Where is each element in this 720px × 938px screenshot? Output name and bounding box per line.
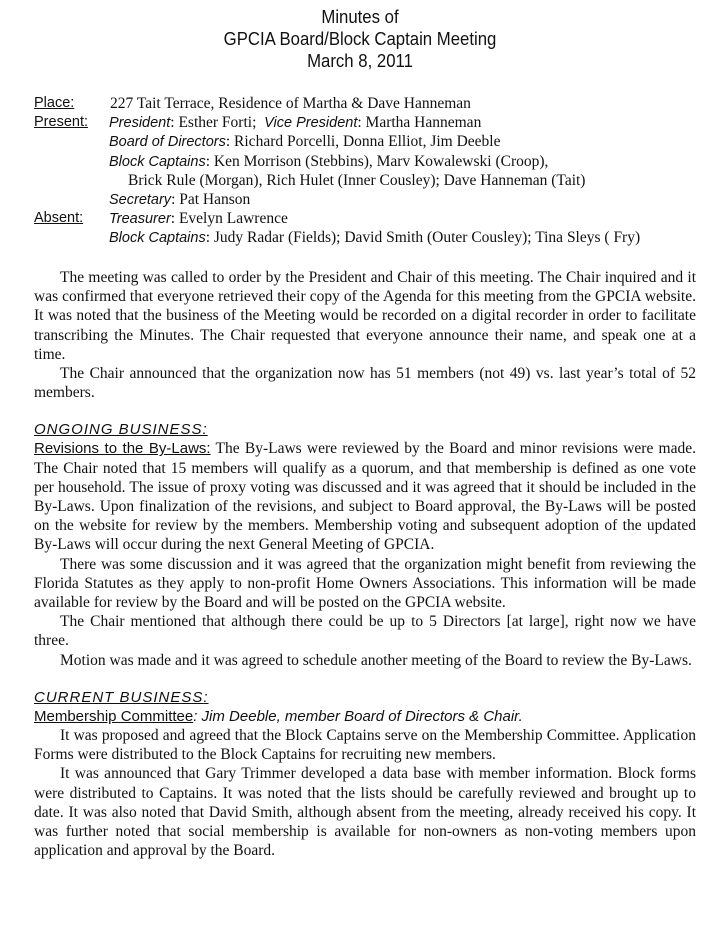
statutes-paragraph: There was some discussion and it was agreed that the organization might benefit from reviewing the Florida Statutes as they apply to non-profit Home Owners Associations. This information will be made available for review by the Board and will be posted on the GPCIA website. [34, 555, 696, 612]
title-line-1: Minutes of [321, 7, 399, 27]
place-value: 227 Tait Terrace, Residence of Martha & Dave Hanneman [110, 95, 471, 112]
president-label: President [109, 115, 171, 132]
block-captains-present [109, 152, 548, 172]
ongoing-business-heading: ONGOING BUSINESS: [34, 421, 208, 439]
membership-paragraph-2: It was announced that Gary Trimmer developed a data base with member information. Block forms were distributed to Captains. It was noted that the lists should be carefully reviewed and brought up to date. It was also noted that David Smith, although absent from the meeting, already received his copy. It was further noted that social membership is available for non-owners as non-voting members upon application and approval by the Board. [34, 765, 696, 860]
board-row [34, 132, 714, 151]
secretary [109, 190, 250, 210]
present-row [34, 113, 714, 132]
intro-paragraph-1: The meeting was called to order by the President and Chair of this meeting. The Chair inquired and it was confirmed that everyone retrieved their copy of the Agenda for this meeting from the GPCIA website. It was noted that the business of the Meeting would be recorded on a digital recorder in order to facilitate transcribing the Minutes. The Chair requested that everyone announce their name, and speak one at a time. [34, 269, 696, 363]
treasurer-value: : Evelyn Lawrence [170, 210, 288, 228]
secretary-label: Secretary [109, 191, 172, 208]
title-line-2: GPCIA Board/Block Captain Meeting [223, 29, 497, 49]
bylaws-subheading: Revisions to the By-Laws: [34, 440, 211, 458]
absent-block-captains [109, 228, 640, 248]
absent-block-captains-label: Block Captains [109, 230, 206, 247]
absent-block-captains-row [34, 228, 714, 247]
document-title [25, 6, 695, 72]
board-value: : Richard Porcelli, Donna Elliot, Jim Deeble [225, 133, 501, 151]
place-label: Place: [34, 95, 75, 111]
absent-label: Absent: [34, 210, 84, 227]
block-captains-value-line1: : Ken Morrison (Stebbins), Marv Kowalewski (Croop), [205, 152, 549, 170]
intro-paragraph-2: The Chair announced that the organization now has 51 members (not 49) vs. last year’s total of 52 members. [34, 365, 696, 402]
block-captains-label: Block Captains [109, 153, 206, 170]
title-line-3: March 8, 2011 [307, 51, 413, 71]
place-row [34, 94, 714, 113]
bylaws-text: The By-Laws were reviewed by the Board and minor revisions were made. The Chair noted that 15 members will qualify as a quorum, and that membership is defined as one vote per household. The issue of proxy voting was discussed and it was agreed that it should be included in the By-Laws. Upon finalization of the revisions, and subject to Board approval, the By-Laws will be posted on the website for review by the members. Membership voting and subsequent adoption of the updated By-Laws will occur during the next General Meeting of GPCIA. [34, 440, 696, 554]
board-label: Board of Directors [109, 134, 226, 151]
motion-paragraph: Motion was made and it was agreed to schedule another meeting of the Board to review the By-Laws. [60, 651, 692, 669]
membership-committee-line [34, 707, 696, 726]
directors-paragraph: The Chair mentioned that although there could be up to 5 Directors [at large], right now we have three. [34, 613, 696, 650]
minutes-body [34, 268, 696, 860]
treasurer-label: Treasurer [109, 211, 171, 228]
current-business-colon: : [203, 688, 209, 706]
membership-committee-subheading: Membership Committee [34, 707, 194, 725]
president-value: : Esther Forti; [170, 114, 257, 132]
vice-president-label: Vice President [264, 115, 358, 132]
membership-paragraph-1: It was proposed and agreed that the Block Captains serve on the Membership Committee. Application Forms were distributed to the Block Captains for recruiting new members. [34, 727, 696, 764]
membership-committee-note: Jim Deeble, member Board of Directors & Chair. [197, 707, 523, 725]
secretary-row [34, 190, 714, 209]
bylaws-paragraph [34, 439, 696, 554]
officers-present [109, 113, 481, 133]
membership-committee-colon: : [193, 707, 198, 725]
absent-row [34, 209, 714, 228]
present-label: Present: [34, 114, 88, 131]
treasurer [109, 209, 288, 229]
current-business-title: CURRENT BUSINESS [34, 688, 204, 706]
absent-block-captains-value: : Judy Radar (Fields); David Smith (Outer Cousley); Tina Sleys ( Fry) [205, 229, 641, 247]
secretary-value: : Pat Hanson [171, 190, 251, 208]
block-captains-value-line2: Brick Rule (Morgan), Rich Hulet (Inner Cousley); Dave Hanneman (Tait) [128, 171, 586, 189]
board-of-directors [109, 132, 501, 152]
current-business-heading [34, 689, 696, 707]
block-captains-row-2 [34, 171, 714, 190]
block-captains-row [34, 152, 714, 171]
attendance-block [34, 94, 714, 248]
vice-president-value: : Martha Hanneman [357, 114, 482, 132]
